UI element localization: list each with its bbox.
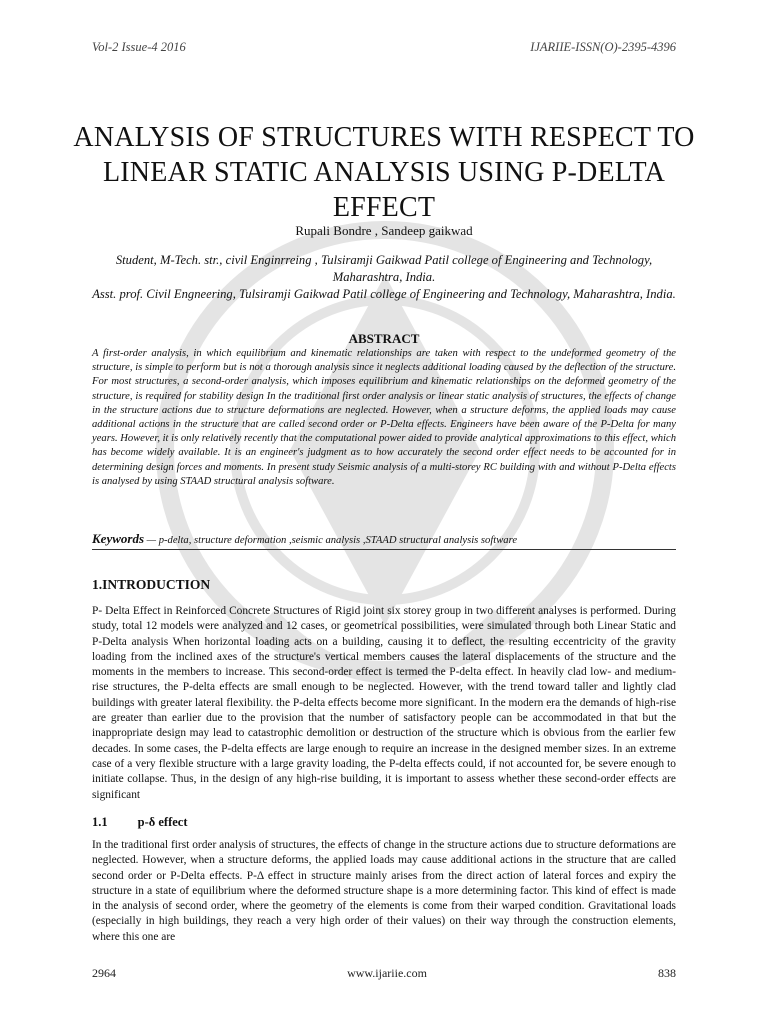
affiliation-1: Student, M-Tech. str., civil Enginrreing , Tulsiramji Gaikwad Patil college of Engineering and Technology, Maharashtra, India. (115, 253, 653, 284)
page-footer (92, 966, 676, 981)
abstract-heading: ABSTRACT (348, 331, 420, 346)
footer-page-number: 838 (658, 966, 676, 980)
footer-website: www.ijariie.com (347, 966, 427, 980)
footer-paper-id: 2964 (92, 966, 116, 980)
header-volume: Vol-2 Issue-4 2016 (92, 40, 186, 54)
introduction-paragraph: P- Delta Effect in Reinforced Concrete Structures of Rigid joint six storey group in two different analyses is performed. During study, total 12 models were analyzed and 12 cases, or geometrical possibilities, were simulated through both Linear Static and P-Delta analysis When horizontal loading acts on a building, causing it to deflect, the resulting eccentricity of the gravity loading from the inclined axes of the structure's vertical members causes the lateral displacements of the structure and the moments in the members to increase. This second-order effect is termed the P-delta effect. In heavily clad low- and medium-rise structures, the P-delta effects are small enough to be neglected. However, with the trend toward taller and lightly clad buildings with greater lateral flexibility. the P-delta effects become more significant. In the modern era the demands of high-rise are greater than earlier due to the provision that the number of satisfactory people can be accommodated in that but the inappropriate design may lead to catastrophic demolition or destruction of the structure which is obvious from the earlier few decades. In some cases, the P-delta effects are large enough to require an increase in the designed member sizes. In an extreme case of a very flexible structure with a large gravity loading, the P-delta effects could, if not accounted for, be severe enough to initiate collapse. Thus, in the design of any high-rise building, it is important to assess whether these second-order effects are significant (92, 605, 676, 801)
section-number: 1.1 (92, 815, 108, 829)
section-1-1-paragraph: In the traditional first order analysis of structures, the effects of change in the structure actions due to structure deformations are neglected. However, when a structure deforms, the applied loads may cause additional actions in the structure that are called second order or P-Delta effects. P-Δ effect in structure mainly arises from the direct action of lateral forces and expiry the structure in a state of equilibrium where the deformed structure shape is a more determining factor. This kind of effect is made in the analysis of second order, where the geometry of the elements is come from their warped condition. Gravitational loads (especially in high buildings, they reach a very high order of their values) on their way through the construction elements, where this one are (92, 839, 676, 943)
divider-rule (92, 549, 676, 550)
affiliation-2: Asst. prof. Civil Engneering, Tulsiramji Gaikwad Patil college of Engineering and Technology, Maharashtra, India. (92, 287, 676, 301)
header-issn: IJARIIE-ISSN(O)-2395-4396 (530, 40, 676, 54)
keywords-text: p-delta, structure deformation ,seismic analysis ,STAAD structural analysis software (158, 535, 518, 546)
keywords (92, 531, 676, 547)
keywords-label: Keywords (92, 531, 144, 546)
affiliations (92, 252, 676, 303)
paper-title: ANALYSIS OF STRUCTURES WITH RESPECT TO LINEAR STATIC ANALYSIS USING P-DELTA EFFECT (73, 122, 695, 223)
keywords-dash: — (144, 535, 159, 546)
authors: Rupali Bondre , Sandeep gaikwad (295, 223, 473, 238)
section-title: p-δ effect (137, 815, 188, 829)
section-heading-1-1 (92, 815, 188, 830)
abstract-text: A first-order analysis, in which equilibrium and kinematic relationships are taken with respect to the undeformed geometry of the structure, is simple to perform but is not a thorough analysis since it neglects additional loading caused by the deflection of the structure. For most structures, a second-order analysis, which imposes equilibrium and kinematic relationships on the deformed geometry of the structure, is required for stability design In the traditional first order analysis or linear static analysis of structures, the effects of change in the structure actions due to structure deformations are neglected. However, when a structure deforms, the applied loads may cause additional actions in the structure that are called second order or P-Delta effects. Engineers have been aware of the P-Delta for many years. However, it is only relatively recently that the computational power aided to provide analytical approximations to this effect, which has become widely available. It is an engineer's judgment as to how accurately the second order effect needs to be accounted for in determining design forces and moments. In present study Seismic analysis of a multi-storey RC building with and without P-Delta effects is analysed by using STAAD structural analysis software. (92, 348, 676, 487)
running-header (92, 40, 676, 55)
section-heading-introduction: 1.INTRODUCTION (92, 577, 211, 592)
